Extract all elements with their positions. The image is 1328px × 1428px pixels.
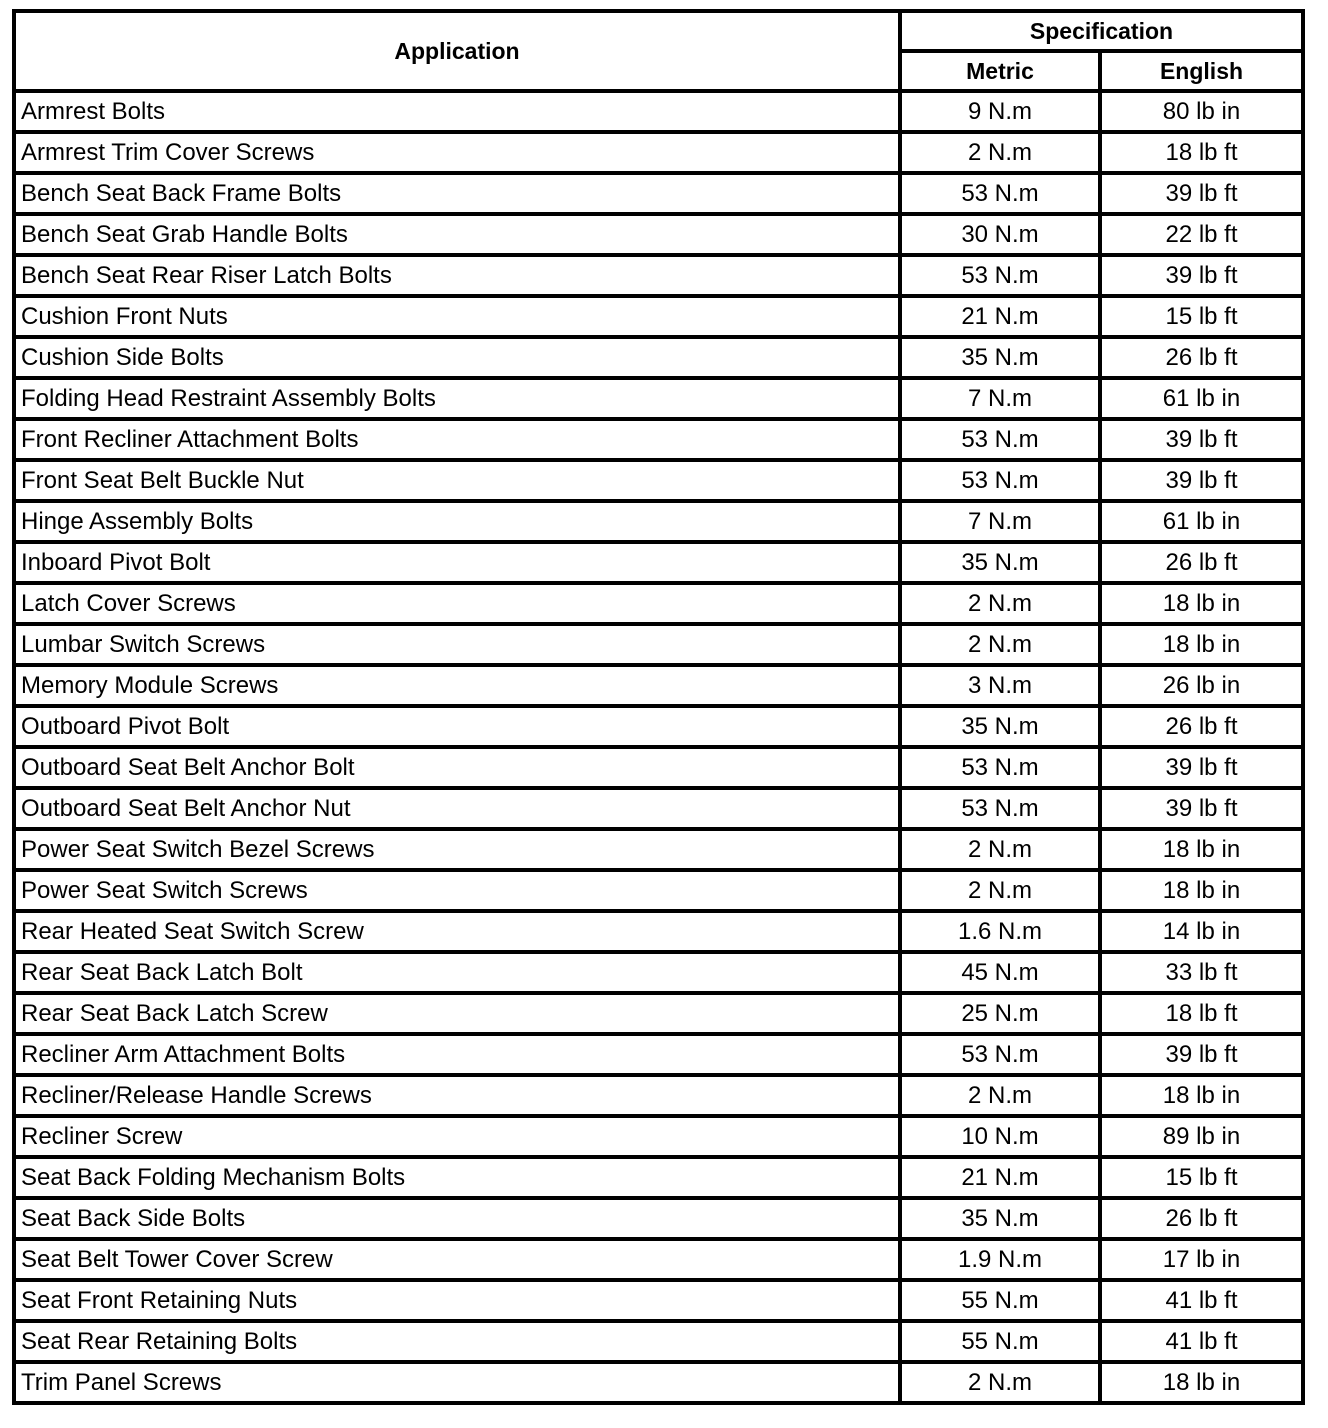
english-column-header: English (1100, 51, 1303, 91)
english-cell: 80 lb in (1100, 91, 1303, 132)
english-cell: 26 lb ft (1100, 1198, 1303, 1239)
metric-cell: 35 N.m (900, 542, 1100, 583)
metric-cell: 10 N.m (900, 1116, 1100, 1157)
application-cell: Trim Panel Screws (14, 1362, 900, 1403)
table-row (14, 91, 1303, 132)
application-cell: Outboard Pivot Bolt (14, 706, 900, 747)
table-row (14, 583, 1303, 624)
english-cell: 18 lb in (1100, 1362, 1303, 1403)
english-cell: 17 lb in (1100, 1239, 1303, 1280)
metric-cell: 7 N.m (900, 501, 1100, 542)
english-cell: 61 lb in (1100, 501, 1303, 542)
application-column-header: Application (14, 11, 900, 91)
application-cell: Seat Belt Tower Cover Screw (14, 1239, 900, 1280)
application-cell: Armrest Bolts (14, 91, 900, 132)
english-cell: 26 lb ft (1100, 337, 1303, 378)
application-cell: Armrest Trim Cover Screws (14, 132, 900, 173)
application-cell: Bench Seat Grab Handle Bolts (14, 214, 900, 255)
application-cell: Cushion Side Bolts (14, 337, 900, 378)
application-cell: Power Seat Switch Bezel Screws (14, 829, 900, 870)
english-cell: 39 lb ft (1100, 419, 1303, 460)
table-row (14, 665, 1303, 706)
metric-cell: 53 N.m (900, 419, 1100, 460)
application-cell: Front Recliner Attachment Bolts (14, 419, 900, 460)
table-row (14, 870, 1303, 911)
table-row (14, 1321, 1303, 1362)
table-row (14, 1157, 1303, 1198)
table-row (14, 911, 1303, 952)
metric-cell: 35 N.m (900, 1198, 1100, 1239)
header-row-top (14, 11, 1303, 51)
metric-cell: 2 N.m (900, 870, 1100, 911)
metric-cell: 9 N.m (900, 91, 1100, 132)
metric-cell: 2 N.m (900, 583, 1100, 624)
specification-column-header: Specification (900, 11, 1303, 51)
table-row (14, 1362, 1303, 1403)
table-row (14, 255, 1303, 296)
table-row (14, 788, 1303, 829)
metric-cell: 2 N.m (900, 1362, 1100, 1403)
table-row (14, 1198, 1303, 1239)
english-cell: 15 lb ft (1100, 1157, 1303, 1198)
metric-cell: 2 N.m (900, 829, 1100, 870)
table-row (14, 747, 1303, 788)
table-row (14, 1239, 1303, 1280)
application-cell: Seat Rear Retaining Bolts (14, 1321, 900, 1362)
metric-cell: 25 N.m (900, 993, 1100, 1034)
english-cell: 89 lb in (1100, 1116, 1303, 1157)
metric-cell: 53 N.m (900, 788, 1100, 829)
table-row (14, 296, 1303, 337)
table-row (14, 337, 1303, 378)
table-row (14, 132, 1303, 173)
application-cell: Lumbar Switch Screws (14, 624, 900, 665)
metric-cell: 53 N.m (900, 255, 1100, 296)
application-cell: Folding Head Restraint Assembly Bolts (14, 378, 900, 419)
english-cell: 26 lb ft (1100, 706, 1303, 747)
table-row (14, 829, 1303, 870)
english-cell: 39 lb ft (1100, 173, 1303, 214)
metric-cell: 53 N.m (900, 747, 1100, 788)
table-row (14, 1116, 1303, 1157)
metric-cell: 55 N.m (900, 1280, 1100, 1321)
metric-cell: 2 N.m (900, 624, 1100, 665)
table-row (14, 1075, 1303, 1116)
table-row (14, 952, 1303, 993)
metric-cell: 21 N.m (900, 1157, 1100, 1198)
metric-cell: 2 N.m (900, 132, 1100, 173)
table-row (14, 419, 1303, 460)
metric-cell: 30 N.m (900, 214, 1100, 255)
english-cell: 39 lb ft (1100, 460, 1303, 501)
application-cell: Rear Seat Back Latch Screw (14, 993, 900, 1034)
table-row (14, 501, 1303, 542)
english-cell: 39 lb ft (1100, 747, 1303, 788)
english-cell: 41 lb ft (1100, 1280, 1303, 1321)
application-cell: Memory Module Screws (14, 665, 900, 706)
application-cell: Rear Heated Seat Switch Screw (14, 911, 900, 952)
english-cell: 15 lb ft (1100, 296, 1303, 337)
metric-cell: 3 N.m (900, 665, 1100, 706)
english-cell: 33 lb ft (1100, 952, 1303, 993)
application-cell: Recliner/Release Handle Screws (14, 1075, 900, 1116)
table-row (14, 706, 1303, 747)
metric-cell: 53 N.m (900, 173, 1100, 214)
application-cell: Recliner Screw (14, 1116, 900, 1157)
metric-cell: 35 N.m (900, 706, 1100, 747)
table-row (14, 214, 1303, 255)
english-cell: 14 lb in (1100, 911, 1303, 952)
english-cell: 26 lb in (1100, 665, 1303, 706)
english-cell: 18 lb ft (1100, 132, 1303, 173)
english-cell: 18 lb in (1100, 1075, 1303, 1116)
application-cell: Inboard Pivot Bolt (14, 542, 900, 583)
metric-cell: 55 N.m (900, 1321, 1100, 1362)
english-cell: 18 lb in (1100, 624, 1303, 665)
english-cell: 26 lb ft (1100, 542, 1303, 583)
metric-cell: 53 N.m (900, 1034, 1100, 1075)
table-row (14, 173, 1303, 214)
application-cell: Bench Seat Back Frame Bolts (14, 173, 900, 214)
application-cell: Power Seat Switch Screws (14, 870, 900, 911)
metric-column-header: Metric (900, 51, 1100, 91)
application-cell: Outboard Seat Belt Anchor Nut (14, 788, 900, 829)
english-cell: 18 lb ft (1100, 993, 1303, 1034)
table-row (14, 1280, 1303, 1321)
english-cell: 18 lb in (1100, 829, 1303, 870)
table-row (14, 993, 1303, 1034)
table-row (14, 1034, 1303, 1075)
application-cell: Seat Front Retaining Nuts (14, 1280, 900, 1321)
application-cell: Bench Seat Rear Riser Latch Bolts (14, 255, 900, 296)
application-cell: Rear Seat Back Latch Bolt (14, 952, 900, 993)
application-cell: Hinge Assembly Bolts (14, 501, 900, 542)
metric-cell: 7 N.m (900, 378, 1100, 419)
application-cell: Cushion Front Nuts (14, 296, 900, 337)
application-cell: Seat Back Folding Mechanism Bolts (14, 1157, 900, 1198)
metric-cell: 45 N.m (900, 952, 1100, 993)
application-cell: Seat Back Side Bolts (14, 1198, 900, 1239)
english-cell: 18 lb in (1100, 583, 1303, 624)
application-cell: Front Seat Belt Buckle Nut (14, 460, 900, 501)
metric-cell: 1.9 N.m (900, 1239, 1100, 1280)
metric-cell: 2 N.m (900, 1075, 1100, 1116)
english-cell: 18 lb in (1100, 870, 1303, 911)
english-cell: 39 lb ft (1100, 1034, 1303, 1075)
english-cell: 39 lb ft (1100, 788, 1303, 829)
metric-cell: 53 N.m (900, 460, 1100, 501)
table-row (14, 542, 1303, 583)
table-body (14, 91, 1303, 1403)
table-header (14, 11, 1303, 91)
english-cell: 22 lb ft (1100, 214, 1303, 255)
table-row (14, 460, 1303, 501)
table-row (14, 378, 1303, 419)
metric-cell: 1.6 N.m (900, 911, 1100, 952)
application-cell: Outboard Seat Belt Anchor Bolt (14, 747, 900, 788)
application-cell: Recliner Arm Attachment Bolts (14, 1034, 900, 1075)
metric-cell: 35 N.m (900, 337, 1100, 378)
english-cell: 61 lb in (1100, 378, 1303, 419)
application-cell: Latch Cover Screws (14, 583, 900, 624)
english-cell: 41 lb ft (1100, 1321, 1303, 1362)
table-row (14, 624, 1303, 665)
english-cell: 39 lb ft (1100, 255, 1303, 296)
metric-cell: 21 N.m (900, 296, 1100, 337)
fastener-torque-table (12, 9, 1305, 1405)
